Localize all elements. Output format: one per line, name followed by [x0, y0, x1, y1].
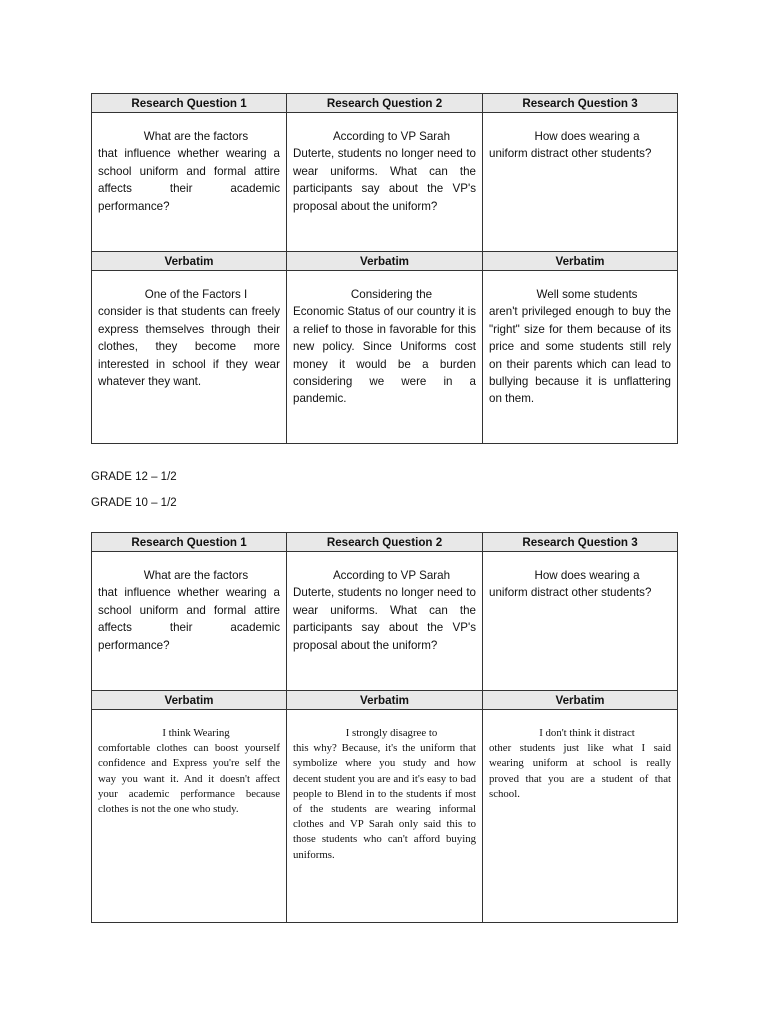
- header-verbatim-2: Verbatim: [287, 252, 483, 271]
- header-research-question-2: Research Question 2: [287, 94, 483, 113]
- answer-text-first: Considering the: [350, 288, 433, 301]
- question-text-first: According to VP Sarah: [332, 569, 451, 582]
- question-row: [92, 552, 678, 691]
- question-text-first: What are the factors: [143, 569, 249, 582]
- header-research-question-2: Research Question 2: [287, 533, 483, 552]
- header-verbatim-1: Verbatim: [92, 691, 287, 710]
- question-text-first: How does wearing a: [534, 130, 640, 143]
- answer-text-rest: consider is that students can freely express themselves through their clothes, they become more interested in school if they wear whatever they want.: [98, 305, 280, 389]
- header-row: [92, 533, 678, 552]
- answer-row: [92, 271, 678, 444]
- answer-text-first: I strongly disagree to: [345, 727, 438, 739]
- question-text-first: How does wearing a: [534, 569, 640, 582]
- header-verbatim-1: Verbatim: [92, 252, 287, 271]
- grade-label-12: GRADE 12 – 1/2: [91, 471, 177, 483]
- answer-text-rest: Economic Status of our country it is a relief to those in favorable for this new policy. Since Uniforms cost money it would be a burden considering we were in a pandemic.: [293, 305, 476, 406]
- answer-text-rest: other students just like what I said wearing uniform at school is really proved that you are a student of that school.: [489, 742, 671, 800]
- header-research-question-1: Research Question 1: [92, 94, 287, 113]
- answer-cell-2: [287, 710, 483, 923]
- header-verbatim-3: Verbatim: [483, 252, 678, 271]
- header-verbatim-3: Verbatim: [483, 691, 678, 710]
- grade-label-10: GRADE 10 – 1/2: [91, 497, 177, 509]
- question-cell-3: [483, 113, 678, 252]
- answer-cell-1: [92, 710, 287, 923]
- answer-text-rest: aren't privileged enough to buy the "right" size for them because of its price and some students still rely on their parents which can lead to bullying because it is unflattering on them.: [489, 305, 671, 406]
- question-text-rest: that influence whether wearing a school uniform and formal attire affects their academic performance?: [98, 147, 280, 213]
- question-text-first: According to VP Sarah: [332, 130, 451, 143]
- question-text-rest: Duterte, students no longer need to wear uniforms. What can the participants say about the VP's proposal about the uniform?: [293, 147, 476, 213]
- research-table-grade-12: [91, 93, 678, 444]
- answer-text-first: I don't think it distract: [539, 727, 635, 739]
- question-cell-1: [92, 552, 287, 691]
- question-cell-2: [287, 113, 483, 252]
- answer-cell-3: [483, 271, 678, 444]
- question-cell-1: [92, 113, 287, 252]
- header-research-question-1: Research Question 1: [92, 533, 287, 552]
- header-research-question-3: Research Question 3: [483, 533, 678, 552]
- answer-cell-2: [287, 271, 483, 444]
- header-row: [92, 94, 678, 113]
- question-text-rest: that influence whether wearing a school uniform and formal attire affects their academic performance?: [98, 586, 280, 652]
- question-text-rest: Duterte, students no longer need to wear uniforms. What can the participants say about the VP's proposal about the uniform?: [293, 586, 476, 652]
- answer-row: [92, 710, 678, 923]
- header-research-question-3: Research Question 3: [483, 94, 678, 113]
- question-row: [92, 113, 678, 252]
- question-text-rest: uniform distract other students?: [489, 586, 652, 600]
- research-table-grade-10: [91, 532, 678, 923]
- header-verbatim-2: Verbatim: [287, 691, 483, 710]
- verbatim-header-row: [92, 691, 678, 710]
- answer-text-first: Well some students: [536, 288, 638, 301]
- question-cell-2: [287, 552, 483, 691]
- question-text-rest: uniform distract other students?: [489, 147, 652, 161]
- answer-cell-3: [483, 710, 678, 923]
- question-text-first: What are the factors: [143, 130, 249, 143]
- answer-cell-1: [92, 271, 287, 444]
- answer-text-rest: this why? Because, it's the uniform that symbolize where you study and how decent student you are and it's easy to bad people to Blend in to the students if most of the students are wearing informal clothes and VP Sarah only said this to those students who can't afford buying uniforms.: [293, 742, 476, 861]
- question-cell-3: [483, 552, 678, 691]
- answer-text-rest: comfortable clothes can boost yourself confidence and Express you're self the way you want it. And it doesn't affect your academic performance because clothes is not the one who study.: [98, 742, 280, 816]
- verbatim-header-row: [92, 252, 678, 271]
- answer-text-first: I think Wearing: [162, 727, 230, 739]
- answer-text-first: One of the Factors I: [144, 288, 248, 301]
